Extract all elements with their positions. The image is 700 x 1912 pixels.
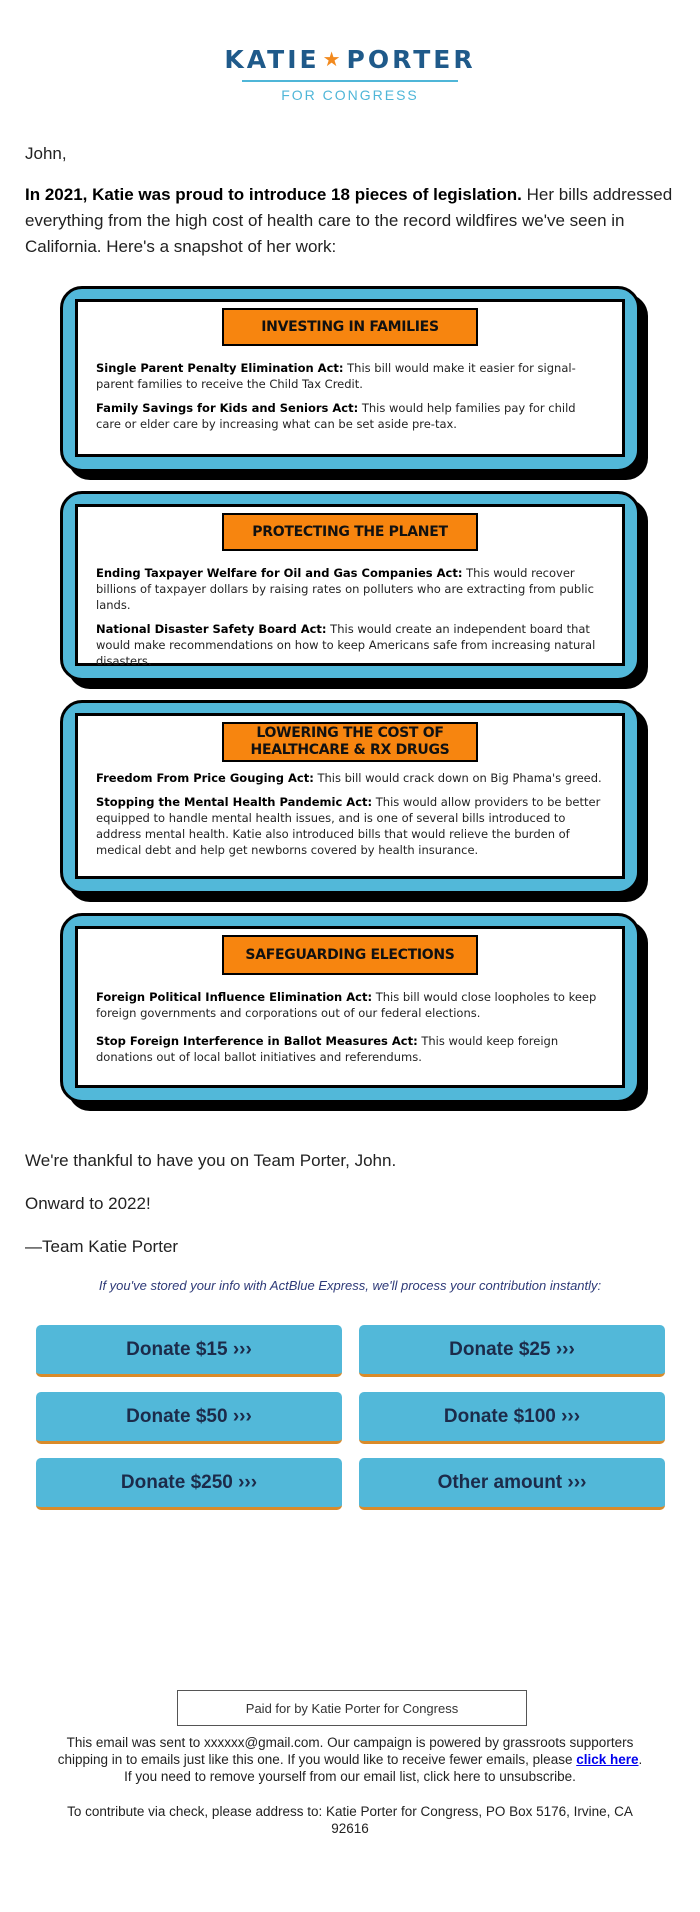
donate-50-button[interactable]: Donate $50 ››› [36, 1392, 342, 1444]
card-safeguarding-elections [60, 913, 640, 1103]
fewer-emails-link[interactable]: click here [576, 1752, 639, 1767]
legislation-item: Foreign Political Influence Elimination Act: This bill would close loopholes to keep foreign governments and corporations out of our federal elections. [96, 990, 597, 1020]
check-address: To contribute via check, please address to: Katie Porter for Congress, PO Box 5176, Irvine, CA 92616 [67, 1804, 633, 1836]
legislation-item: Ending Taxpayer Welfare for Oil and Gas Companies Act: This would recover billions of taxpayer dollars by raising rates on polluters who are extracting from public lands. [96, 566, 594, 612]
card-title: SAFEGUARDING ELECTIONS [222, 935, 478, 975]
card-title: INVESTING IN FAMILIES [222, 308, 478, 346]
thanks-line: We're thankful to have you on Team Porter, John. [25, 1151, 397, 1170]
paid-for-by-box: Paid for by Katie Porter for Congress [177, 1690, 527, 1726]
star-icon: ★ [322, 47, 344, 71]
logo-subtitle: FOR CONGRESS [281, 87, 419, 103]
logo-divider [242, 80, 458, 82]
donate-25-button[interactable]: Donate $25 ››› [359, 1325, 665, 1377]
greeting: John, [25, 144, 67, 163]
intro-bold: In 2021, Katie was proud to introduce 18 pieces of legislation. [25, 185, 522, 204]
legislation-item: Stopping the Mental Health Pandemic Act: This would allow providers to be better equipped to handle mental health issues, and is one of several bills introduced to address mental health. Katie also introduced bills that would relieve the burden of medical debt and help get newborns covered by health insurance. [96, 795, 601, 857]
onward-line: Onward to 2022! [25, 1194, 151, 1213]
legislation-item: Freedom From Price Gouging Act: This bill would crack down on Big Phama's greed. [96, 771, 602, 785]
donate-100-button[interactable]: Donate $100 ››› [359, 1392, 665, 1444]
legislation-item: Stop Foreign Interference in Ballot Measures Act: This would keep foreign donations out of local ballot initiatives and referendums. [96, 1034, 559, 1064]
intro-paragraph [25, 182, 680, 260]
card-title: LOWERING THE COST OF HEALTHCARE & RX DRUGS [222, 722, 478, 762]
donate-250-button[interactable]: Donate $250 ››› [36, 1458, 342, 1510]
legislation-item: National Disaster Safety Board Act: This would create an independent board that would make recommendations on how to keep Americans safe from increasing natural disasters. [96, 622, 596, 668]
card-protecting-the-planet [60, 491, 640, 681]
card-lowering-cost-of-healthcare [60, 700, 640, 894]
signature: —Team Katie Porter [25, 1237, 179, 1256]
donate-other-button[interactable]: Other amount ››› [359, 1458, 665, 1510]
donate-15-button[interactable]: Donate $15 ››› [36, 1325, 342, 1377]
card-investing-in-families [60, 286, 640, 472]
campaign-logo [0, 45, 700, 103]
legislation-item: Family Savings for Kids and Seniors Act: This would help families pay for child care or elder care by increasing what can be set aside pre-tax. [96, 401, 576, 431]
actblue-prompt: If you've stored your info with ActBlue Express, we'll process your contribution instantly: [98, 1278, 602, 1293]
intro-rest: Her bills addressed everything from the high cost of health care to the record wildfires we've seen in California. Here's a snapshot of her work: [25, 185, 673, 256]
card-title: PROTECTING THE PLANET [222, 513, 478, 551]
footer-disclaimer: This email was sent to xxxxxx@gmail.com. Our campaign is powered by grassroots supporters chipping in to emails just like this one. If you would like to receive fewer emails, please click here. If you need to remove yourself from our email list, click here to unsubscribe. [57, 1735, 643, 1784]
legislation-item: Single Parent Penalty Elimination Act: This bill would make it easier for signal-parent families to receive the Child Tax Credit. [96, 361, 576, 391]
logo-wordmark: KATIE ★ PORTER [224, 45, 476, 74]
